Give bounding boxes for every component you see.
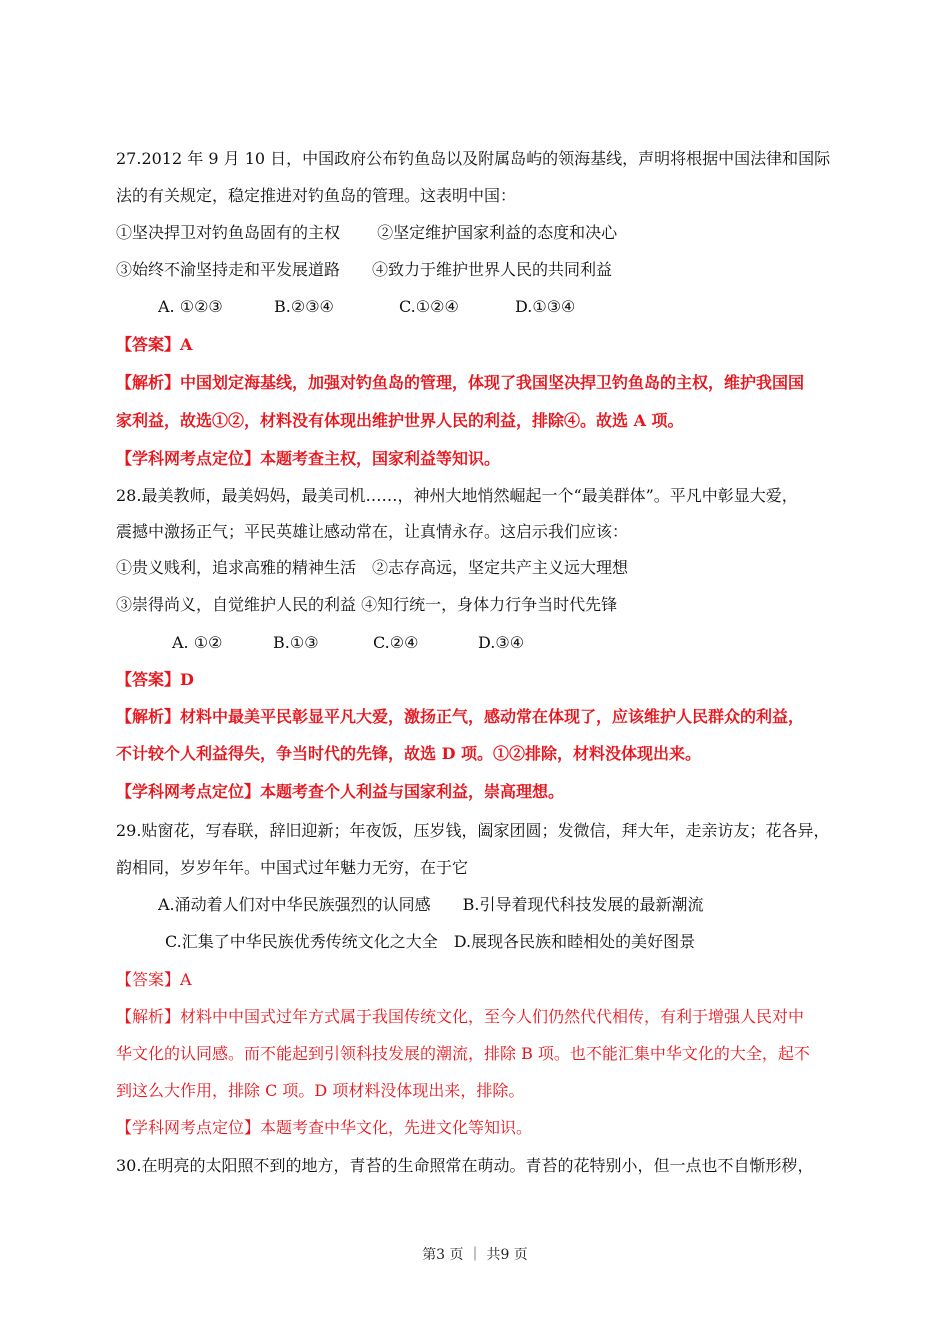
q29-location: 【学科网考点定位】本题考查中华文化，先进文化等知识。 (116, 1118, 533, 1137)
q28-items-line-2: ③崇得尚义，自觉维护人民的利益 ④知行统一，身体力行争当时代先锋 (116, 595, 618, 614)
q29-analysis-line-1: 【解析】材料中中国式过年方式属于我国传统文化，至今人们仍然代代相传，有利于增强人民对中 (116, 1007, 805, 1026)
q28-option-b: B.①③ (273, 633, 319, 652)
q27-option-d: D.①③④ (515, 297, 576, 316)
q28-location: 【学科网考点定位】本题考查个人利益与国家利益，崇高理想。 (116, 782, 565, 801)
q27-options (158, 296, 888, 318)
q27-stem-line-1: 27.2012 年 9 月 10 日，中国政府公布钓鱼岛以及附属岛屿的领海基线，声明将根据中国法律和国际 (116, 149, 831, 168)
q27-items-line-2: ③始终不渝坚持走和平发展道路 ④致力于维护世界人民的共同利益 (116, 260, 613, 279)
q29-analysis-line-3: 到这么大作用，排除 C 项。D 项材料没体现出来，排除。 (116, 1081, 525, 1100)
q29-options-line-1: A.涌动着人们对中华民族强烈的认同感 B.引导着现代科技发展的最新潮流 (158, 895, 704, 914)
q27-location: 【学科网考点定位】本题考查主权，国家利益等知识。 (116, 449, 501, 468)
q28-option-a: A. ①② (172, 633, 223, 652)
q27-analysis-line-1: 【解析】中国划定海基线，加强对钓鱼岛的管理，体现了我国坚决捍卫钓鱼岛的主权，维护我国国 (116, 373, 805, 392)
q28-answer: 【答案】D (116, 670, 194, 689)
q28-stem-line-1: 28.最美教师，最美妈妈，最美司机……，神州大地悄然崛起一个“最美群体”。平凡中彰显大爱， (116, 486, 798, 505)
q27-analysis-line-2: 家利益，故选①②，材料没有体现出维护世界人民的利益，排除④。故选 A 项。 (116, 411, 684, 430)
q28-option-c: C.②④ (373, 633, 419, 652)
q28-options (172, 632, 902, 654)
q27-option-b: B.②③④ (274, 297, 334, 316)
q27-items-line-1: ①坚决捍卫对钓鱼岛固有的主权 ②坚定维护国家利益的态度和决心 (116, 223, 618, 242)
q29-stem-line-1: 29.贴窗花，写春联，辞旧迎新；年夜饭，压岁钱，阖家团圆；发微信，拜大年，走亲访友；花各异， (116, 821, 830, 840)
q27-answer: 【答案】A (116, 335, 193, 354)
q28-stem-line-2: 震撼中激扬正气；平民英雄让感动常在，让真情永存。这启示我们应该： (116, 522, 629, 541)
page-footer: 第3 页 ｜ 共9 页 (422, 1247, 528, 1263)
q27-stem-line-2: 法的有关规定，稳定推进对钓鱼岛的管理。这表明中国： (116, 186, 517, 205)
q29-options-line-2: C.汇集了中华民族优秀传统文化之大全 D.展现各民族和睦相处的美好图景 (165, 932, 696, 951)
q28-option-d: D.③④ (478, 633, 525, 652)
q28-items-line-1: ①贵义贱利，追求高雅的精神生活 ②志存高远，坚定共产主义远大理想 (116, 558, 629, 577)
q27-option-c: C.①②④ (399, 297, 459, 316)
q29-answer: 【答案】A (116, 970, 192, 989)
q28-analysis-line-1: 【解析】材料中最美平民彰显平凡大爱，激扬正气，感动常在体现了，应该维护人民群众的利益， (116, 707, 805, 726)
q29-analysis-line-2: 华文化的认同感。而不能起到引领科技发展的潮流，排除 B 项。也不能汇集中华文化的大全，起不 (116, 1044, 810, 1063)
q28-analysis-line-2: 不计较个人利益得失，争当时代的先锋，故选 D 项。①②排除，材料没体现出来。 (116, 744, 702, 763)
q27-option-a: A. ①②③ (158, 297, 223, 316)
q29-stem-line-2: 韵相同，岁岁年年。中国式过年魅力无穷，在于它 (116, 858, 469, 877)
q30-stem-line-1: 30.在明亮的太阳照不到的地方，青苔的生命照常在萌动。青苔的花特别小，但一点也不自惭形秽， (116, 1156, 814, 1175)
